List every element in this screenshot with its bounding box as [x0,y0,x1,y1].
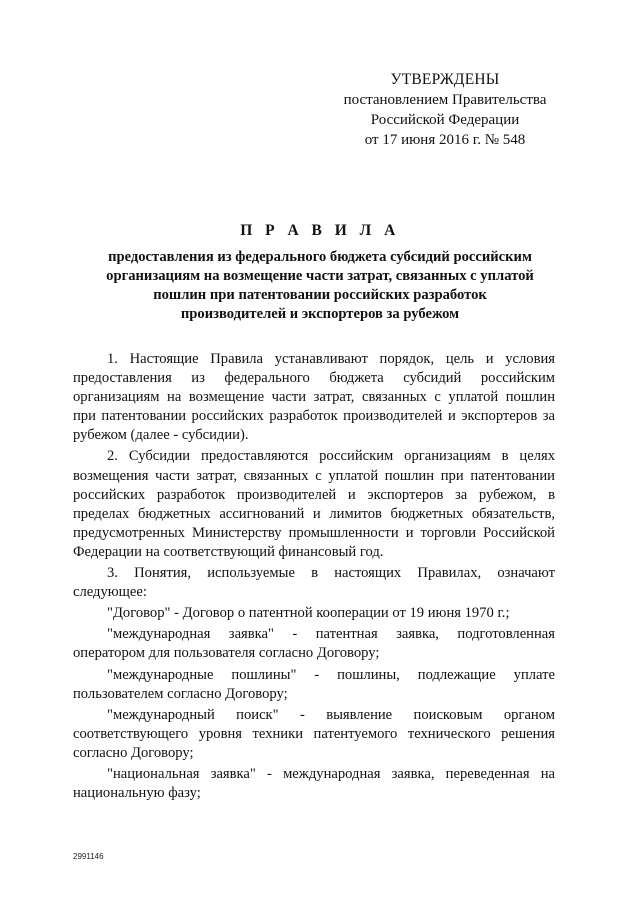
paragraph-2-line: пределах бюджетных ассигнований и лимитов бюджетных обязательств, [73,505,555,522]
paragraph-1-line: организациям на возмещение части затрат, связанных с уплатой пошлин [73,389,555,406]
paragraph-2-line: российских разработок производителей и экспортеров за рубежом, в [73,486,555,503]
definition-line: пользователем согласно Договору; [73,685,288,702]
definition-line: "Договор" - Договор о патентной кооперации от 19 июня 1970 г.; [107,605,510,622]
definition-line: "международные пошлины" - пошлины, подлежащие уплате [107,666,555,683]
paragraph-3-line: следующее: [73,584,147,601]
approval-title: УТВЕРЖДЕНЫ [390,71,500,88]
subtitle-line: предоставления из федерального бюджета субсидий российским [108,249,532,265]
paragraph-1-line: при патентовании российских разработок производителей и экспортеров за [73,408,555,425]
subtitle-line: производителей и экспортеров за рубежом [180,306,460,322]
document-code: 2991146 [73,852,104,861]
approval-line-1: постановлением Правительства [343,92,547,108]
definition-line: "международный поиск" - выявление поисковым органом [107,706,555,723]
paragraph-1-line: рубежом (далее - субсидии). [73,427,249,444]
paragraph-2-line: возмещения части затрат, связанных с уплатой пошлин при патентовании [73,467,555,484]
paragraph-1-line: 1. Настоящие Правила устанавливают порядок, цель и условия [107,351,555,367]
definition-line: "национальная заявка" - международная заявка, переведенная на [107,765,555,782]
paragraph-2-line: Федерации на соответствующий финансовый год. [73,543,384,560]
approval-line-2: Российской Федерации [370,112,520,128]
definition-line: согласно Договору; [73,744,194,761]
approval-date-number: от 17 июня 2016 г. № 548 [364,132,526,148]
subtitle-line: пошлин при патентовании российских разработок [153,287,487,303]
document-subtitle [60,248,580,324]
paragraph-1-line: предоставления из федерального бюджета субсидий российским [73,370,555,387]
definition-line: оператором для пользователя согласно Договору; [73,645,380,662]
subtitle-line: организациям на возмещение части затрат, связанных с уплатой [106,268,534,284]
definition-line: национальную фазу; [73,785,201,802]
paragraph-2-line: предусмотренных Министерству промышленности и торговли Российской [73,524,555,541]
paragraph-3-line: 3. Понятия, используемые в настоящих Правилах, означают [107,565,555,582]
definition-line: соответствующего уровня техники патентуемого технического решения [73,725,555,742]
document-title: П Р А В И Л А [240,222,400,239]
document-body [73,350,555,803]
definition-line: "международная заявка" - патентная заявка, подготовленная [107,626,555,643]
paragraph-2-line: 2. Субсидии предоставляются российским организациям в целях [107,448,555,465]
approval-stamp [300,70,590,150]
